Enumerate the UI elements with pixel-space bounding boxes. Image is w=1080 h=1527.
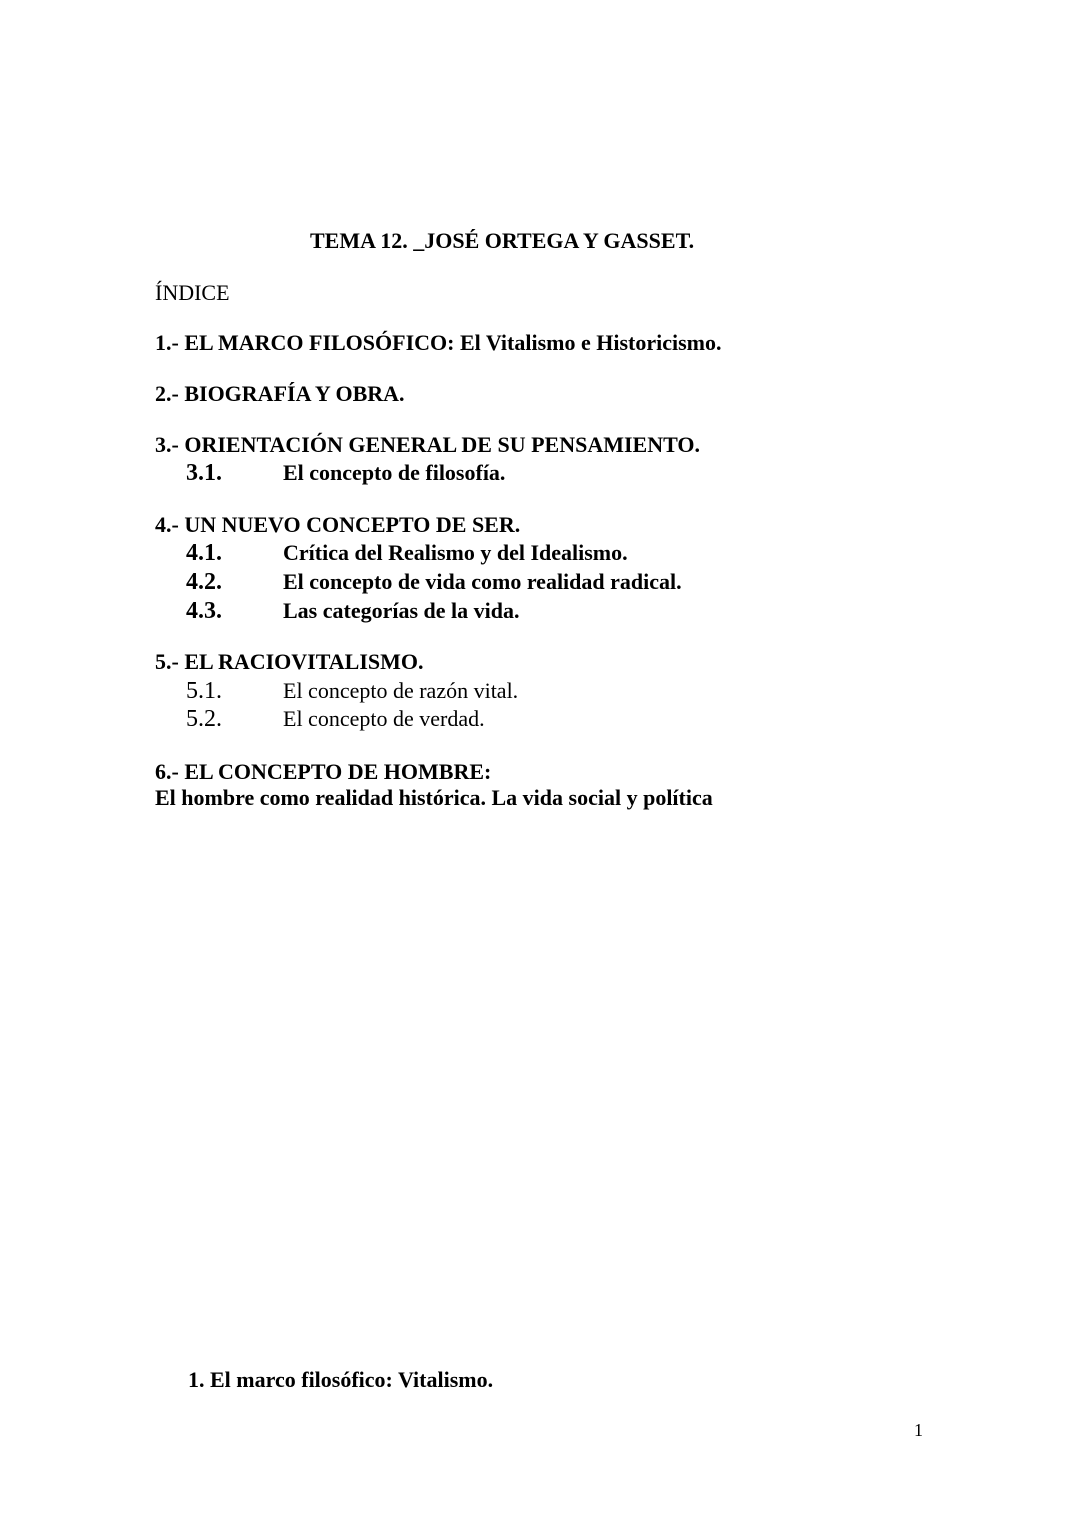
subsection-number-4-1: 4.1. <box>186 540 222 566</box>
section-number: 2.- <box>155 381 179 406</box>
subsection-text-5-2: El concepto de verdad. <box>283 706 485 731</box>
index-section-1 <box>155 330 722 356</box>
section-text: EL CONCEPTO DE HOMBRE: <box>184 759 492 784</box>
section-text: EL RACIOVITALISMO. <box>184 649 424 674</box>
section-number: 3.- <box>155 432 179 457</box>
section-number: 5.- <box>155 649 179 674</box>
subsection-number-4-3: 4.3. <box>186 598 222 624</box>
subsection-number-5-2: 5.2. <box>186 706 222 732</box>
subsection-text-4-3: Las categorías de la vida. <box>283 598 520 623</box>
section-text: UN NUEVO CONCEPTO DE SER. <box>184 512 521 537</box>
section-text: ORIENTACIÓN GENERAL DE SU PENSAMIENTO. <box>184 432 700 457</box>
subsection-number-3-1: 3.1. <box>186 460 222 486</box>
section-text: EL MARCO FILOSÓFICO: El Vitalismo e Historicismo. <box>184 330 722 355</box>
subsection-number-5-1: 5.1. <box>186 678 222 704</box>
body-heading-1: 1. El marco filosófico: Vitalismo. <box>188 1367 494 1392</box>
page-number: 1 <box>914 1420 923 1440</box>
index-section-6-subtitle: El hombre como realidad histórica. La vida social y política <box>155 785 713 810</box>
subsection-text-4-1: Crítica del Realismo y del Idealismo. <box>283 540 628 565</box>
section-number: 6.- <box>155 759 179 784</box>
index-label: ÍNDICE <box>155 280 230 305</box>
index-section-6 <box>155 759 491 785</box>
index-section-4 <box>155 512 520 538</box>
section-text: BIOGRAFÍA Y OBRA. <box>184 381 405 406</box>
section-number: 1.- <box>155 330 179 355</box>
index-section-3 <box>155 432 700 458</box>
section-number: 4.- <box>155 512 179 537</box>
subsection-text-4-2: El concepto de vida como realidad radical. <box>283 569 682 594</box>
subsection-text-5-1: El concepto de razón vital. <box>283 678 519 703</box>
document-title: TEMA 12. _JOSÉ ORTEGA Y GASSET. <box>310 228 695 253</box>
index-section-2 <box>155 381 405 407</box>
index-section-5 <box>155 649 424 675</box>
subsection-number-4-2: 4.2. <box>186 569 222 595</box>
subsection-text-3-1: El concepto de filosofía. <box>283 460 506 485</box>
